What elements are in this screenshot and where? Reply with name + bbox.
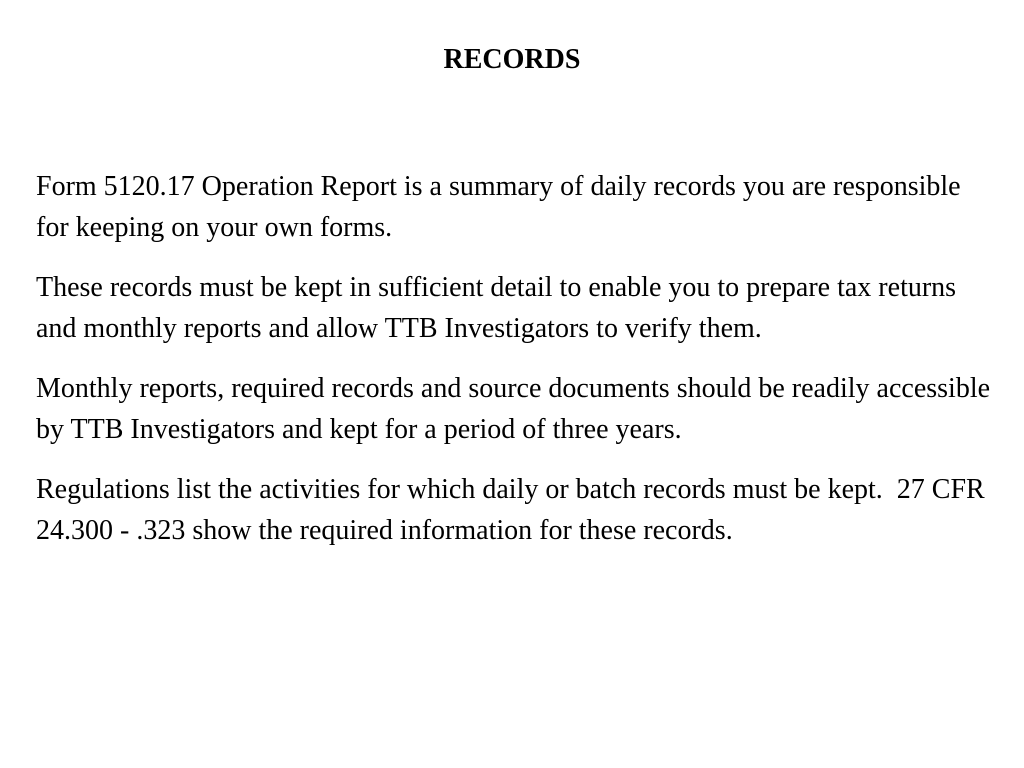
paragraph-operation-report: Form 5120.17 Operation Report is a summary of daily records you are responsible for keeping on your own forms.	[36, 171, 968, 243]
slide-body	[36, 166, 998, 570]
paragraph-records-detail: These records must be kept in sufficient detail to enable you to prepare tax returns and monthly reports and allow TTB Investigators to verify them.	[36, 272, 964, 344]
paragraph-regulations: Regulations list the activities for which daily or batch records must be kept. 27 CFR 24.300 - .323 show the required information for these records.	[36, 474, 992, 546]
slide-title: RECORDS	[443, 44, 581, 75]
paragraph-retention-period: Monthly reports, required records and source documents should be readily accessible by TTB Investigators and kept for a period of three years.	[36, 373, 998, 445]
